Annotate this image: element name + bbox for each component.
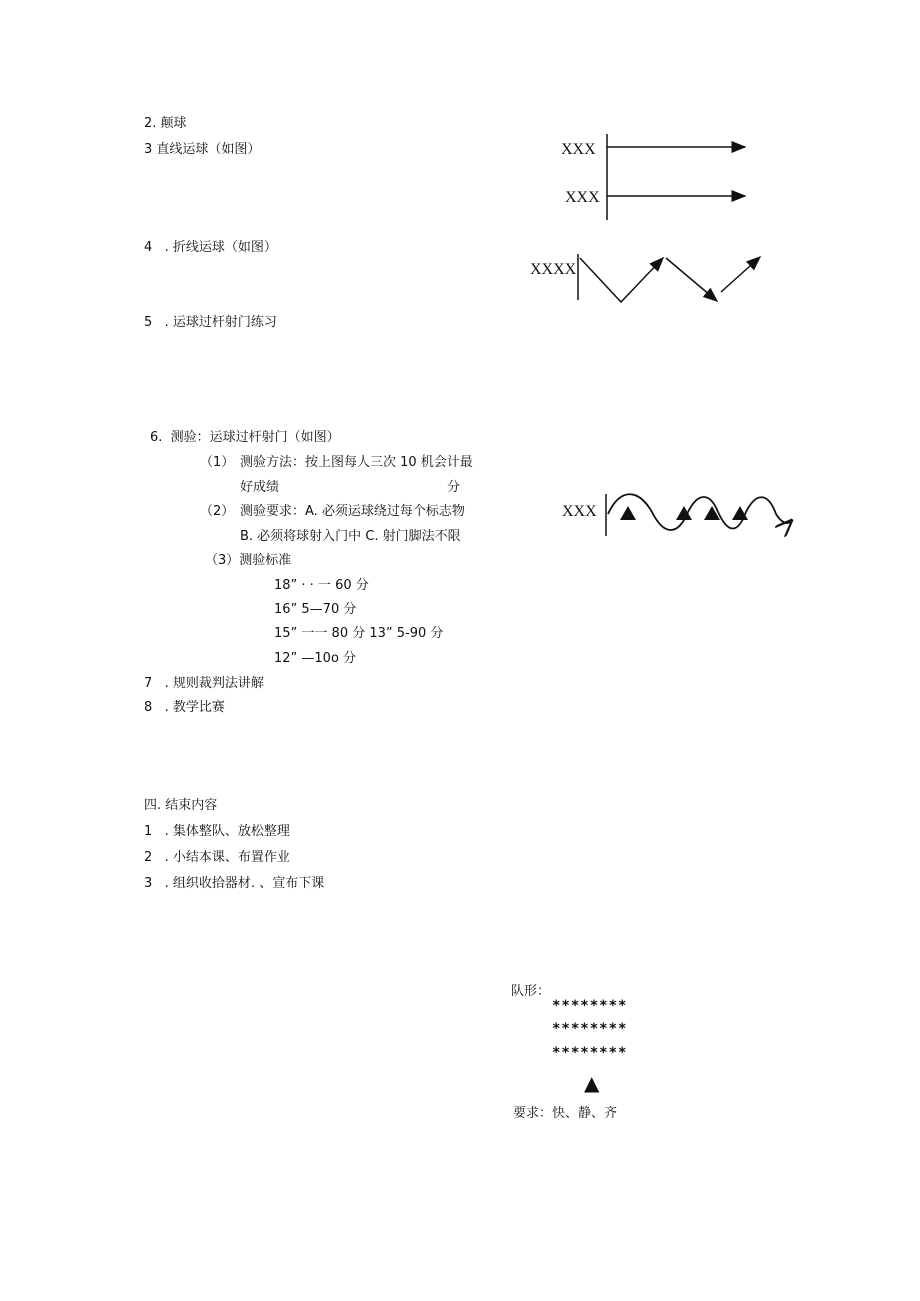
ending-heading: 四. 结束内容 [144,798,218,813]
requirement-line-2: B. 必须将球射入门中 C. 射门脚法不限 [240,529,461,544]
teacher-triangle-icon: ▲ [584,1071,600,1095]
standard-line: 15” 一一 80 分 13” 5-90 分 [274,626,444,641]
list-item-4: 4 . 折线运球（如图） [144,240,277,255]
zigzag-path-2 [666,258,717,301]
method-line-1: 测验方法：按上图每人三次 10 机会计最 [240,455,473,470]
list-item-7: 7 . 规则裁判法讲解 [144,676,264,691]
list-item-5: 5 . 运球过杆射门练习 [144,315,277,330]
weave-diagram-label: XXX [562,503,597,520]
straight-diagram-label-1: XXX [561,141,596,158]
method-unit: 分 [447,480,461,495]
ending-item-3: 3 . 组织收拾器材. 、宣布下课 [144,876,325,891]
formation-row: ******** [552,1045,628,1061]
formation-requirement: 要求：快、静、齐 [513,1106,618,1121]
standard-line: 18” · · 一 60 分 [274,578,369,593]
straight-dribble-diagram [555,130,755,220]
formation-row: ******** [552,1021,628,1037]
formation-row: ******** [552,998,628,1014]
zigzag-diagram-label: XXXX [530,261,577,278]
zigzag-path-1 [580,258,663,302]
weave-path [608,494,790,530]
requirement-line-1: 测验要求：A. 必须运球绕过每个标志物 [240,504,465,519]
weave-dribble-diagram [560,490,800,540]
zigzag-dribble-diagram [528,248,768,318]
method-line-2: 好成绩 [240,480,280,495]
standard-line: 16” 5—70 分 [274,602,357,617]
standard-heading: （3）测验标准 [205,553,292,568]
ending-item-2: 2 . 小结本课、布置作业 [144,850,290,865]
test-heading: 6. 测验：运球过杆射门（如图） [150,430,340,445]
zigzag-path-3 [721,257,760,292]
list-item-8: 8 . 教学比赛 [144,700,225,715]
list-item-3: 3 直线运球（如图） [144,142,261,157]
requirement-number: （2） [200,504,235,519]
formation-label: 队形： [511,984,551,999]
marker-cone-1 [620,506,636,520]
straight-diagram-label-2: XXX [565,189,600,206]
list-item-2: 2. 颠球 [144,116,187,131]
ending-item-1: 1 . 集体整队、放松整理 [144,824,290,839]
standard-line: 12” —10o 分 [274,651,357,666]
method-number: （1） [200,455,235,470]
